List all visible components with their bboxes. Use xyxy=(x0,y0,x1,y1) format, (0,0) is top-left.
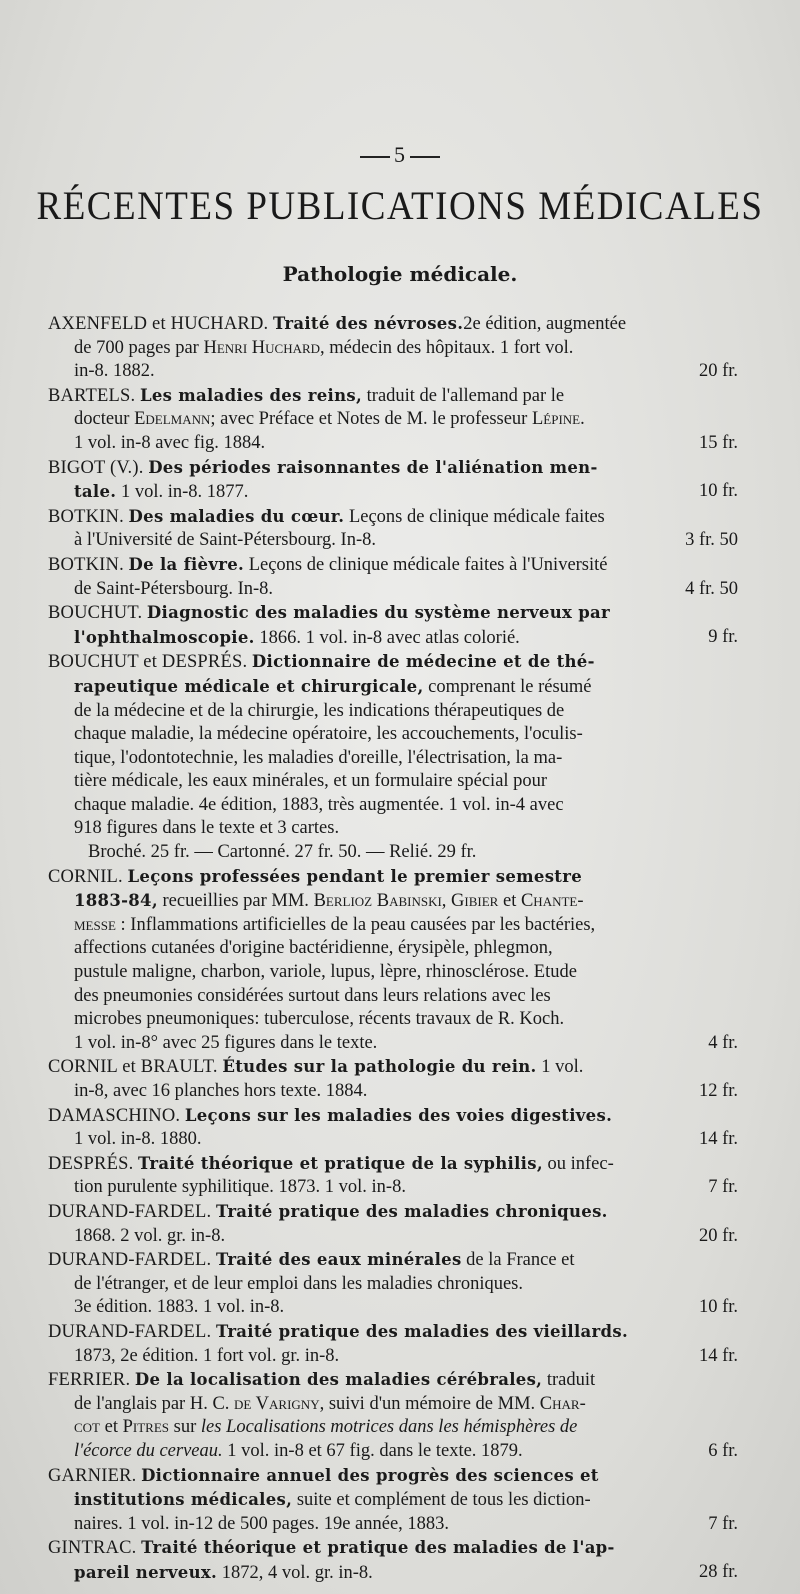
entry-text: in-8, avec 16 planches hors texte. 1884. xyxy=(74,1081,368,1101)
entry-text: 1 vol. xyxy=(541,1057,584,1078)
entry-price: 12 fr. xyxy=(698,1081,738,1101)
entry-price: 14 fr. xyxy=(698,1129,738,1150)
entry-text: , suivi d'un mémoire de MM. xyxy=(319,1393,540,1414)
entry-title: Traité théorique et pratique des maladies de l'ap- xyxy=(141,1538,615,1558)
entry-title: De la localisation des maladies cérébrales, xyxy=(134,1370,543,1390)
entry-author: DURAND-FARDEL. xyxy=(48,1250,212,1271)
entry-author: BOTKIN. xyxy=(48,554,124,575)
entry-title: rapeutique médicale et chirurgicale, xyxy=(74,676,424,696)
entry-text: docteur xyxy=(74,409,135,430)
entry-price: 10 fr. xyxy=(698,1297,738,1318)
entry-price: 20 fr. xyxy=(698,1225,738,1246)
catalog-entries xyxy=(48,312,738,1585)
entry-text: 918 figures dans le texte et 3 cartes. xyxy=(74,818,340,839)
entry-price: Broché. 25 fr. — Cartonné. 27 fr. 50. — Relié. 29 fr. xyxy=(88,842,477,863)
entry-text: : Inflammations artificielles de la peau causées par les bactéries, xyxy=(115,914,596,935)
entry-author: BOUCHUT. xyxy=(48,603,143,624)
entry-text: traduit de l'allemand par le xyxy=(366,385,565,406)
entry-text: traduit xyxy=(546,1370,596,1391)
catalog-entry xyxy=(48,1368,738,1463)
catalog-entry xyxy=(48,505,738,553)
entry-text: tion purulente syphilitique. 1873. 1 vol. in-8. xyxy=(74,1177,406,1198)
entry-text: de l'étranger, et de leur emploi dans les maladies chroniques. xyxy=(74,1273,524,1294)
entry-title: Traité pratique des maladies chroniques. xyxy=(215,1201,608,1221)
entry-text: 1868. 2 vol. gr. in-8. xyxy=(74,1225,226,1246)
entry-price: 7 fr. xyxy=(708,1177,738,1198)
entry-text: affections cutanées d'origine bactéridienne, érysipèle, phlegmon, xyxy=(74,938,553,959)
entry-title: Traité des eaux minérales xyxy=(215,1250,462,1270)
entry-price: 20 fr. xyxy=(698,361,738,382)
entry-text: ou infec- xyxy=(547,1153,614,1174)
entry-text: 1873, 2e édition. 1 fort vol. gr. in-8. xyxy=(74,1345,340,1366)
entry-text: et xyxy=(498,891,521,912)
entry-title: Traité des névroses. xyxy=(272,314,464,333)
entry-text: tique, l'odontotechnie, les maladies d'oreille, l'électrisation, la ma- xyxy=(74,747,563,768)
catalog-entry xyxy=(48,1200,738,1248)
entry-author: DAMASCHINO. xyxy=(48,1105,181,1126)
entry-text: Leçons de clinique médicale faites à l'Université xyxy=(248,554,608,575)
entry-text: 1 vol. in-8. 1880. xyxy=(74,1129,202,1150)
catalog-entry xyxy=(48,1536,738,1585)
entry-author: GINTRAC. xyxy=(48,1538,137,1559)
entry-author: DURAND-FARDEL. xyxy=(48,1201,212,1222)
entry-text: recueillies par MM. xyxy=(157,891,314,912)
entry-text: chaque maladie, la médecine opératoire, les accouchements, l'oculis- xyxy=(74,724,583,745)
entry-title: Des maladies du cœur. xyxy=(128,506,345,526)
catalog-entry xyxy=(48,1152,738,1200)
catalog-entry xyxy=(48,865,738,1056)
entry-text: 1 vol. in-8. 1877. xyxy=(116,482,249,503)
entry-author: DESPRÉS. xyxy=(48,1153,134,1174)
entry-italic: l'écorce du cerveau. xyxy=(74,1440,223,1461)
entry-text: 3e édition. 1883. 1 vol. in-8. xyxy=(74,1297,285,1318)
entry-title: tale. xyxy=(74,482,117,502)
entry-text: 2e édition, augmentée xyxy=(463,314,627,334)
entry-text: Leçons de clinique médicale faites xyxy=(348,506,605,527)
catalog-entry xyxy=(48,312,738,384)
entry-text: , médecin des hôpitaux. 1 fort vol. xyxy=(320,337,574,358)
entry-title: Dictionnaire de médecine et de thé- xyxy=(251,652,595,672)
entry-text: 1872, 4 vol. gr. in-8. xyxy=(217,1562,373,1583)
entry-price: 14 fr. xyxy=(698,1345,738,1366)
entry-name: cot xyxy=(74,1417,100,1438)
catalog-entry xyxy=(48,456,738,505)
entry-price: 7 fr. xyxy=(708,1513,738,1534)
entry-name: Lépine xyxy=(531,409,581,430)
entry-text: de l'anglais par H. C. xyxy=(74,1393,235,1414)
entry-price: 3 fr. 50 xyxy=(685,530,738,551)
entry-text: 1 vol. in-8° avec 25 figures dans le texte. xyxy=(74,1032,378,1053)
entry-title: Des périodes raisonnantes de l'aliénation men- xyxy=(148,457,598,477)
entry-author: BIGOT (V.). xyxy=(48,457,144,478)
catalog-entry xyxy=(48,1320,738,1368)
page-number: 5 xyxy=(0,142,800,168)
catalog-entry xyxy=(48,384,738,456)
entry-title: Diagnostic des maladies du système nerveux par xyxy=(146,603,611,623)
catalog-entry xyxy=(48,1055,738,1103)
entry-text: . xyxy=(580,409,585,430)
entry-author: BARTELS. xyxy=(48,385,136,406)
entry-title: Études sur la pathologie du rein. xyxy=(222,1057,537,1077)
entry-title: 1883-84, xyxy=(74,891,158,911)
entry-name: Edelmann xyxy=(134,409,211,430)
entry-text: naires. 1 vol. in-12 de 500 pages. 19e année, 1883. xyxy=(74,1513,450,1534)
page-title: RÉCENTES PUBLICATIONS MÉDICALES xyxy=(36,184,764,229)
entry-title: Leçons sur les maladies des voies digestives. xyxy=(184,1105,613,1125)
entry-name: de Varigny xyxy=(234,1393,320,1414)
entry-author: CORNIL. xyxy=(48,866,123,887)
entry-name: Pitres xyxy=(122,1417,170,1438)
entry-title: Traité théorique et pratique de la syphilis, xyxy=(138,1153,543,1173)
entry-author: BOTKIN. xyxy=(48,506,124,527)
entry-text: de 700 pages par xyxy=(74,337,204,358)
entry-author: FERRIER. xyxy=(48,1370,131,1391)
catalog-entry xyxy=(48,1248,738,1320)
entry-author: CORNIL et BRAULT. xyxy=(48,1057,218,1078)
entry-author: DURAND-FARDEL. xyxy=(48,1321,212,1342)
entry-text: 1 vol. in-8 avec fig. 1884. xyxy=(74,432,266,453)
entry-price: 28 fr. xyxy=(698,1561,738,1582)
entry-name: Chante- xyxy=(520,891,584,912)
entry-name: messe xyxy=(74,914,116,935)
entry-author: GARNIER. xyxy=(48,1465,137,1486)
entry-title: Dictionnaire annuel des progrès des sciences et xyxy=(141,1465,599,1485)
entry-name: Berlioz Babinski, Gibier xyxy=(313,891,499,912)
entry-text: ; avec Préface et Notes de M. le professeur xyxy=(210,409,532,430)
entry-title: pareil nerveux. xyxy=(74,1562,218,1582)
entry-text: comprenant le résumé xyxy=(423,676,592,697)
entry-price: 4 fr. xyxy=(708,1032,738,1053)
entry-title: Leçons professées pendant le premier semestre xyxy=(127,866,583,886)
catalog-entry xyxy=(48,553,738,601)
entry-author: AXENFELD et HUCHARD. xyxy=(48,314,269,334)
entry-text: microbes pneumoniques: tuberculose, récents travaux de R. Koch. xyxy=(74,1009,565,1030)
entry-name: Char- xyxy=(539,1393,586,1414)
entry-name: Henri Huchard xyxy=(203,337,321,358)
entry-price: 15 fr. xyxy=(698,432,738,453)
entry-title: l'ophthalmoscopie. xyxy=(74,627,255,647)
entry-text: tière médicale, les eaux minérales, et un formulaire spécial pour xyxy=(74,771,548,792)
entry-text: de Saint-Pétersbourg. In-8. xyxy=(74,578,274,599)
entry-price: 6 fr. xyxy=(708,1440,738,1461)
entry-title: Traité pratique des maladies des vieillards. xyxy=(215,1321,629,1341)
entry-text: 1 vol. in-8 et 67 fig. dans le texte. 1879. xyxy=(222,1440,523,1461)
entry-author: BOUCHUT et DESPRÉS. xyxy=(48,652,248,673)
entry-text: 1866. 1 vol. in-8 avec atlas colorié. xyxy=(254,627,520,648)
section-title: Pathologie médicale. xyxy=(282,262,518,286)
entry-text: de la médecine et de la chirurgie, les indications thérapeutiques de xyxy=(74,700,565,721)
entry-text: suite et complément de tous les diction- xyxy=(292,1490,591,1511)
entry-text: et xyxy=(100,1417,123,1438)
catalog-entry xyxy=(48,650,738,864)
entry-title: De la fièvre. xyxy=(128,554,245,574)
entry-text: à l'Université de Saint-Pétersbourg. In-8. xyxy=(74,530,377,551)
catalog-entry xyxy=(48,1104,738,1152)
entry-title: Les maladies des reins, xyxy=(139,385,363,405)
entry-text: chaque maladie. 4e édition, 1883, très augmentée. 1 vol. in-4 avec xyxy=(74,794,564,815)
entry-italic: les Localisations motrices dans les hémisphères de xyxy=(200,1417,578,1438)
entry-title: institutions médicales, xyxy=(74,1490,293,1510)
entry-text: in-8. 1882. xyxy=(74,361,155,382)
entry-text: pustule maligne, charbon, variole, lupus, lèpre, rhinosclérose. Etude xyxy=(74,962,577,983)
catalog-entry xyxy=(48,601,738,650)
entry-text: sur xyxy=(169,1417,201,1438)
entry-price: 9 fr. xyxy=(708,626,738,647)
entry-text: de la France et xyxy=(466,1250,575,1271)
catalog-entry xyxy=(48,1464,738,1537)
entry-price: 10 fr. xyxy=(698,481,738,502)
entry-text: des pneumonies considérées surtout dans leurs relations avec les xyxy=(74,985,551,1006)
entry-price: 4 fr. 50 xyxy=(685,578,738,599)
